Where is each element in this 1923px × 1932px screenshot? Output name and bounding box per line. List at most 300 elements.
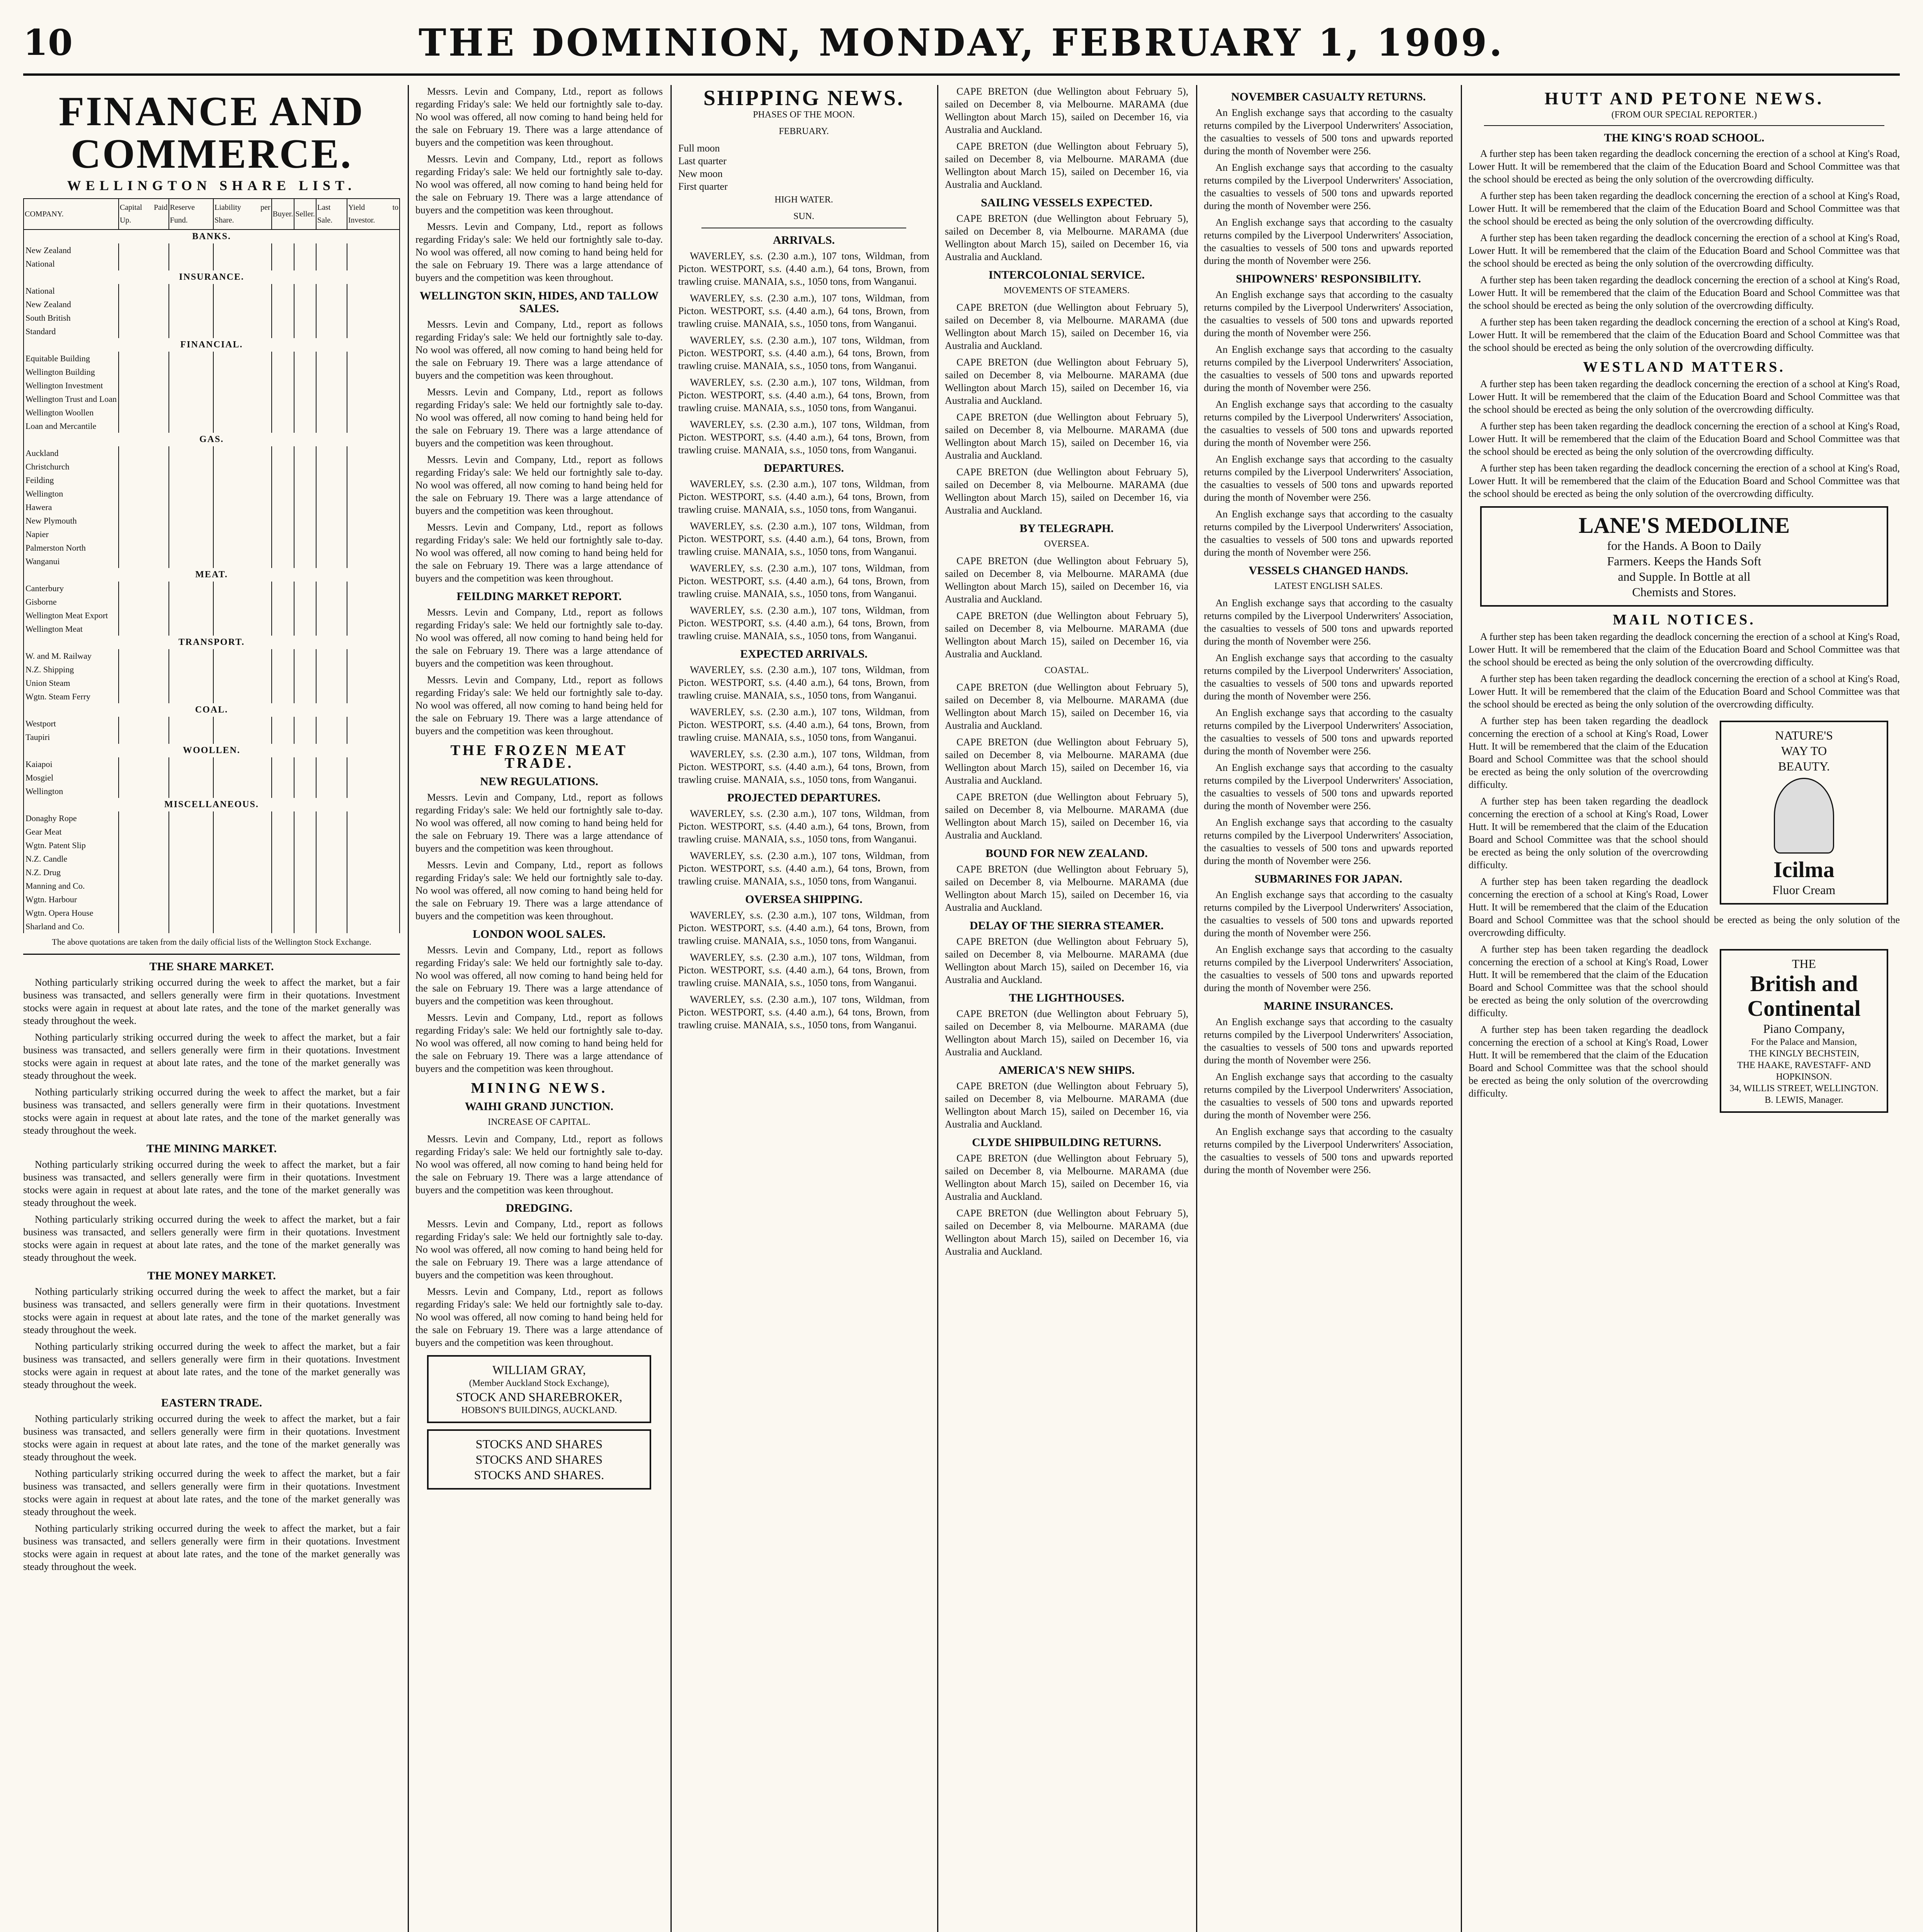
table-cell: [119, 257, 169, 270]
table-cell: [272, 284, 294, 298]
table-cell: [294, 906, 316, 920]
share-list-table: [23, 198, 400, 933]
table-row: [24, 460, 400, 473]
table-cell: [347, 311, 400, 325]
company-name-cell: W. and M. Railway: [24, 649, 119, 663]
table-cell: [119, 717, 169, 730]
article-paragraph: CAPE BRETON (due Wellington about February 5), sailed on December 8, via Melbourne. MARAMA (due Wellington about March 15), sailed on December 16, via Australia and Auckland.: [945, 213, 1188, 262]
article-paragraph: An English exchange says that according to the casualty returns compiled by the Liverpool Underwriters' Association, the casualties to vessels of 500 tons and upwards reported during the month of November were 256.: [1204, 509, 1453, 558]
article-paragraph: A further step has been taken regarding the deadlock concerning the erection of a school at King's Road, Lower Hutt. It will be remembered that the claim of the Education Board and School Committee was that the school should be erected as being the only solution of the overcrowding difficulty.: [1469, 463, 1900, 499]
table-row: [24, 365, 400, 379]
table-cell: [316, 595, 347, 609]
advert-line: For the Palace and Mansion,: [1751, 1037, 1857, 1047]
sub-heading: DREDGING.: [505, 1202, 573, 1214]
advert-line: 34, WILLIS STREET, WELLINGTON.: [1729, 1083, 1879, 1094]
article-paragraph: WAVERLEY, s.s. (2.30 a.m.), 107 tons, Wildman, from Picton. WESTPORT, s.s. (4.40 a.m.), 64 tons, Brown, from trawling cruise. MANAIA, s.s., 1050 tons, from Wanganui.: [678, 335, 929, 371]
table-cell: [119, 879, 169, 893]
article-paragraph: A further step has been taken regarding the deadlock concerning the erection of a school at King's Road, Lower Hutt. It will be remembered that the claim of the Education Board and School Committee was that the school should be erected as being the only solution of the overcrowding difficulty.: [1469, 1024, 1708, 1099]
table-cell: [347, 446, 400, 460]
company-name-cell: South British: [24, 311, 119, 325]
table-cell: [119, 460, 169, 473]
table-cell: [213, 879, 272, 893]
table-cell: [294, 487, 316, 500]
masthead-title: THE DOMINION, MONDAY, FEBRUARY 1, 1909.: [419, 21, 1504, 65]
table-cell: [169, 352, 213, 365]
table-cell: [294, 757, 316, 771]
table-cell: [169, 622, 213, 636]
article-paragraph: Messrs. Levin and Company, Ltd., report as follows regarding Friday's sale: We held our fortnightly sale to-day. No wool was offered, all now coming to hand being held for the sale on February 19. There was a large attendance of buyers and the competition was keen throughout.: [415, 859, 663, 922]
table-cell: [316, 352, 347, 365]
table-cell: [316, 379, 347, 392]
advert-line: HOBSON'S BUILDINGS, AUCKLAND.: [461, 1405, 617, 1415]
table-cell: [169, 811, 213, 825]
table-cell: [294, 866, 316, 879]
article-paragraph: WAVERLEY, s.s. (2.30 a.m.), 107 tons, Wildman, from Picton. WESTPORT, s.s. (4.40 a.m.), 64 tons, Brown, from trawling cruise. MANAIA, s.s., 1050 tons, from Wanganui.: [678, 808, 929, 845]
table-section-row: [24, 636, 400, 649]
table-cell: [347, 784, 400, 798]
table-cell: [213, 920, 272, 933]
table-cell: [347, 419, 400, 433]
table-cell: [213, 649, 272, 663]
sub-heading: THE KING'S ROAD SCHOOL.: [1604, 131, 1765, 144]
table-cell: [294, 473, 316, 487]
article-paragraph: CAPE BRETON (due Wellington about February 5), sailed on December 8, via Melbourne. MARAMA (due Wellington about March 15), sailed on December 16, via Australia and Auckland.: [945, 412, 1188, 461]
table-cell: [272, 446, 294, 460]
table-cell: [272, 298, 294, 311]
company-name-cell: Feilding: [24, 473, 119, 487]
table-cell: [294, 609, 316, 622]
table-cell: [294, 717, 316, 730]
table-cell: [169, 663, 213, 676]
company-name-cell: Taupiri: [24, 730, 119, 744]
article-paragraph: Messrs. Levin and Company, Ltd., report as follows regarding Friday's sale: We held our fortnightly sale to-day. No wool was offered, all now coming to hand being held for the sale on February 19. There was a large attendance of buyers and the competition was keen throughout.: [415, 1218, 663, 1281]
sub-heading: PROJECTED DEPARTURES.: [727, 791, 881, 804]
article-paragraph: An English exchange says that according to the casualty returns compiled by the Liverpool Underwriters' Association, the casualties to vessels of 500 tons and upwards reported during the month of November were 256.: [1204, 344, 1453, 393]
table-cell: [316, 866, 347, 879]
article-paragraph: Nothing particularly striking occurred during the week to affect the market, but a fair business was transacted, and sellers generally were firm in their quotations. Investment stocks were again in request at about late rates, and the tone of the market generally was steady throughout the week.: [23, 1087, 400, 1136]
company-name-cell: N.Z. Drug: [24, 866, 119, 879]
table-row: [24, 852, 400, 866]
article-paragraph: WAVERLEY, s.s. (2.30 a.m.), 107 tons, Wildman, from Picton. WESTPORT, s.s. (4.40 a.m.), 64 tons, Brown, from trawling cruise. MANAIA, s.s., 1050 tons, from Wanganui.: [678, 910, 929, 946]
article-paragraph: Messrs. Levin and Company, Ltd., report as follows regarding Friday's sale: We held our fortnightly sale to-day. No wool was offered, all now coming to hand being held for the sale on February 19. There was a large attendance of buyers and the competition was keen throughout.: [415, 1133, 663, 1196]
table-cell: [119, 419, 169, 433]
table-cell: [169, 365, 213, 379]
table-cell: [169, 311, 213, 325]
table-row: [24, 879, 400, 893]
article-paragraph: Messrs. Levin and Company, Ltd., report as follows regarding Friday's sale: We held our fortnightly sale to-day. No wool was offered, all now coming to hand being held for the sale on February 19. There was a large attendance of buyers and the competition was keen throughout.: [415, 1012, 663, 1074]
sub-heading: BOUND FOR NEW ZEALAND.: [985, 847, 1148, 860]
company-name-cell: Wgtn. Steam Ferry: [24, 690, 119, 703]
article-paragraph: Messrs. Levin and Company, Ltd., report as follows regarding Friday's sale: We held our fortnightly sale to-day. No wool was offered, all now coming to hand being held for the sale on February 19. There was a large attendance of buyers and the competition was keen throughout.: [415, 221, 663, 283]
table-cell: [119, 473, 169, 487]
advert-line: Piano Company,: [1763, 1022, 1845, 1036]
table-cell: [169, 487, 213, 500]
sub-heading: SUN.: [793, 211, 814, 221]
table-cell: [119, 487, 169, 500]
table-cell: [213, 676, 272, 690]
advert-line: THE HAAKE, RAVESTAFF- AND HOPKINSON.: [1737, 1060, 1871, 1082]
article-paragraph: Messrs. Levin and Company, Ltd., report as follows regarding Friday's sale: We held our fortnightly sale to-day. No wool was offered, all now coming to hand being held for the sale on February 19. There was a large attendance of buyers and the competition was keen throughout.: [415, 1286, 663, 1348]
table-cell: [119, 784, 169, 798]
table-cell: [294, 419, 316, 433]
table-cell: [316, 298, 347, 311]
section-label: FINANCIAL.: [24, 338, 400, 352]
table-cell: [272, 866, 294, 879]
table-cell: [169, 730, 213, 744]
table-section-row: [24, 568, 400, 582]
company-name-cell: Wgtn. Harbour: [24, 893, 119, 906]
table-cell: [213, 757, 272, 771]
article-paragraph: Nothing particularly striking occurred during the week to affect the market, but a fair business was transacted, and sellers generally were firm in their quotations. Investment stocks were again in request at about late rates, and the tone of the market generally was steady throughout the week.: [23, 1159, 400, 1208]
table-cell: [119, 609, 169, 622]
table-cell: [119, 920, 169, 933]
sub-heading: EXPECTED ARRIVALS.: [740, 648, 868, 660]
article-paragraph: Messrs. Levin and Company, Ltd., report as follows regarding Friday's sale: We held our fortnightly sale to-day. No wool was offered, all now coming to hand being held for the sale on February 19. There was a large attendance of buyers and the competition was keen throughout.: [415, 86, 663, 148]
article-paragraph: WAVERLEY, s.s. (2.30 a.m.), 107 tons, Wildman, from Picton. WESTPORT, s.s. (4.40 a.m.), 64 tons, Brown, from trawling cruise. MANAIA, s.s., 1050 tons, from Wanganui.: [678, 850, 929, 887]
table-cell: [213, 609, 272, 622]
sub-heading: PHASES OF THE MOON.: [753, 110, 855, 120]
sub-heading: NOVEMBER CASUALTY RETURNS.: [1231, 90, 1426, 103]
article-paragraph: A further step has been taken regarding the deadlock concerning the erection of a school at King's Road, Lower Hutt. It will be remembered that the claim of the Education Board and School Committee was that the school should be erected as being the only solution of the overcrowding difficulty.: [1469, 876, 1900, 938]
table-cell: [169, 757, 213, 771]
table-header: Last Sale.: [316, 199, 347, 230]
sub-heading: NEW REGULATIONS.: [480, 775, 598, 788]
table-cell: [119, 392, 169, 406]
moon-row: New moon: [678, 168, 723, 179]
table-cell: [294, 392, 316, 406]
advert-line: BEAUTY.: [1778, 759, 1830, 773]
table-cell: [316, 365, 347, 379]
table-cell: [316, 609, 347, 622]
table-cell: [294, 893, 316, 906]
table-cell: [119, 757, 169, 771]
table-cell: [169, 893, 213, 906]
table-row: [24, 257, 400, 270]
company-name-cell: Union Steam: [24, 676, 119, 690]
company-name-cell: Christchurch: [24, 460, 119, 473]
table-section-row: [24, 338, 400, 352]
table-row: [24, 298, 400, 311]
article-paragraph: A further step has been taken regarding the deadlock concerning the erection of a school at King's Road, Lower Hutt. It will be remembered that the claim of the Education Board and School Committee was that the school should be erected as being the only solution of the overcrowding difficulty.: [1469, 316, 1900, 353]
table-cell: [169, 771, 213, 784]
section-label: TRANSPORT.: [24, 636, 400, 649]
table-cell: [316, 243, 347, 257]
table-cell: [169, 852, 213, 866]
sub-heading: MAIL NOTICES.: [1613, 612, 1756, 628]
hutt-petone-title: HUTT AND PETONE NEWS.: [1544, 88, 1824, 108]
table-cell: [119, 582, 169, 595]
company-name-cell: Wellington: [24, 784, 119, 798]
table-cell: [119, 325, 169, 338]
article-paragraph: A further step has been taken regarding the deadlock concerning the erection of a school at King's Road, Lower Hutt. It will be remembered that the claim of the Education Board and School Committee was that the school should be erected as being the only solution of the overcrowding difficulty.: [1469, 796, 1708, 871]
table-section-row: [24, 703, 400, 717]
table-cell: [119, 676, 169, 690]
finance-column: [23, 85, 400, 1932]
sub-heading: MARINE INSURANCES.: [1263, 1000, 1394, 1012]
table-cell: [347, 284, 400, 298]
table-cell: [169, 392, 213, 406]
table-cell: [213, 379, 272, 392]
table-cell: [316, 554, 347, 568]
table-row: [24, 352, 400, 365]
sub-heading: THE LIGHTHOUSES.: [1009, 992, 1125, 1004]
article-paragraph: WAVERLEY, s.s. (2.30 a.m.), 107 tons, Wildman, from Picton. WESTPORT, s.s. (4.40 a.m.), 64 tons, Brown, from trawling cruise. MANAIA, s.s., 1050 tons, from Wanganui.: [678, 419, 929, 456]
company-name-cell: Gisborne: [24, 595, 119, 609]
table-cell: [272, 406, 294, 419]
table-cell: [347, 730, 400, 744]
table-row: [24, 595, 400, 609]
table-cell: [294, 582, 316, 595]
table-cell: [119, 595, 169, 609]
article-paragraph: CAPE BRETON (due Wellington about February 5), sailed on December 8, via Melbourne. MARAMA (due Wellington about March 15), sailed on December 16, via Australia and Auckland.: [945, 1008, 1188, 1058]
table-section-row: [24, 433, 400, 446]
advert-line: Icilma: [1773, 857, 1835, 882]
table-cell: [213, 446, 272, 460]
table-cell: [316, 473, 347, 487]
table-cell: [272, 852, 294, 866]
table-cell: [119, 379, 169, 392]
company-name-cell: Wellington Meat: [24, 622, 119, 636]
table-header: Liability per Share.: [213, 199, 272, 230]
company-name-cell: Gear Meat: [24, 825, 119, 838]
company-name-cell: N.Z. Shipping: [24, 663, 119, 676]
table-cell: [294, 365, 316, 379]
hutt-petone-column: [1469, 85, 1900, 1932]
table-cell: [272, 893, 294, 906]
article-paragraph: Messrs. Levin and Company, Ltd., report as follows regarding Friday's sale: We held our fortnightly sale to-day. No wool was offered, all now coming to hand being held for the sale on February 19. There was a large attendance of buyers and the competition was keen throughout.: [415, 792, 663, 854]
sub-heading: WELLINGTON SKIN, HIDES, AND TALLOW SALES.: [419, 289, 659, 315]
article-paragraph: Nothing particularly striking occurred during the week to affect the market, but a fair business was transacted, and sellers generally were firm in their quotations. Investment stocks were again in request at about late rates, and the tone of the market generally was steady throughout the week.: [23, 1413, 400, 1463]
table-cell: [119, 284, 169, 298]
sharebroker-advert: [427, 1355, 651, 1423]
hutt-petone-subtitle: (FROM OUR SPECIAL REPORTER.): [1611, 110, 1757, 120]
company-name-cell: Mosgiel: [24, 771, 119, 784]
company-name-cell: Sharland and Co.: [24, 920, 119, 933]
table-cell: [272, 906, 294, 920]
advert-line: B. LEWIS, Manager.: [1765, 1095, 1843, 1105]
page-number: 10: [23, 22, 73, 63]
table-cell: [294, 379, 316, 392]
company-name-cell: Napier: [24, 527, 119, 541]
table-cell: [294, 649, 316, 663]
article-paragraph: CAPE BRETON (due Wellington about February 5), sailed on December 8, via Melbourne. MARAMA (due Wellington about March 15), sailed on December 16, via Australia and Auckland.: [945, 302, 1188, 351]
table-cell: [213, 730, 272, 744]
table-cell: [213, 717, 272, 730]
table-cell: [213, 663, 272, 676]
article-paragraph: An English exchange says that according to the casualty returns compiled by the Liverpool Underwriters' Association, the casualties to vessels of 500 tons and upwards reported during the month of November were 256.: [1204, 454, 1453, 503]
table-cell: [316, 406, 347, 419]
table-cell: [316, 838, 347, 852]
article-paragraph: Messrs. Levin and Company, Ltd., report as follows regarding Friday's sale: We held our fortnightly sale to-day. No wool was offered, all now coming to hand being held for the sale on February 19. There was a large attendance of buyers and the competition was keen throughout.: [415, 944, 663, 1007]
table-cell: [169, 676, 213, 690]
column-divider: [670, 85, 672, 1932]
column-divider: [408, 85, 409, 1932]
table-cell: [119, 541, 169, 554]
table-cell: [347, 514, 400, 527]
sub-heading: DELAY OF THE SIERRA STEAMER.: [969, 919, 1164, 932]
table-cell: [169, 379, 213, 392]
masthead-bar: [23, 19, 1900, 70]
sub-heading: HIGH WATER.: [774, 195, 833, 205]
table-cell: [347, 582, 400, 595]
table-section-row: [24, 798, 400, 811]
table-cell: [169, 419, 213, 433]
table-cell: [169, 446, 213, 460]
table-cell: [213, 825, 272, 838]
table-cell: [347, 663, 400, 676]
table-cell: [272, 487, 294, 500]
table-cell: [213, 487, 272, 500]
table-cell: [316, 771, 347, 784]
article-paragraph: Nothing particularly striking occurred during the week to affect the market, but a fair business was transacted, and sellers generally were firm in their quotations. Investment stocks were again in request at about late rates, and the tone of the market generally was steady throughout the week.: [23, 1468, 400, 1517]
article-paragraph: CAPE BRETON (due Wellington about February 5), sailed on December 8, via Melbourne. MARAMA (due Wellington about March 15), sailed on December 16, via Australia and Auckland.: [945, 682, 1188, 731]
table-cell: [169, 649, 213, 663]
article-paragraph: Messrs. Levin and Company, Ltd., report as follows regarding Friday's sale: We held our fortnightly sale to-day. No wool was offered, all now coming to hand being held for the sale on February 19. There was a large attendance of buyers and the competition was keen throughout.: [415, 522, 663, 584]
table-cell: [119, 554, 169, 568]
table-cell: [316, 825, 347, 838]
shipping-title: SHIPPING NEWS.: [703, 86, 904, 110]
table-cell: [294, 730, 316, 744]
table-cell: [213, 243, 272, 257]
table-cell: [294, 460, 316, 473]
table-cell: [119, 527, 169, 541]
table-cell: [213, 527, 272, 541]
table-row: [24, 757, 400, 771]
table-row: [24, 514, 400, 527]
table-cell: [316, 527, 347, 541]
table-cell: [119, 514, 169, 527]
table-cell: [294, 784, 316, 798]
section-rule: [1484, 125, 1884, 126]
table-cell: [169, 243, 213, 257]
table-cell: [272, 676, 294, 690]
sub-heading: EASTERN TRADE.: [161, 1396, 262, 1409]
company-name-cell: Westport: [24, 717, 119, 730]
table-cell: [294, 500, 316, 514]
article-paragraph: An English exchange says that according to the casualty returns compiled by the Liverpool Underwriters' Association, the casualties to vessels of 500 tons and upwards reported during the month of November were 256.: [1204, 889, 1453, 939]
table-cell: [316, 649, 347, 663]
table-cell: [347, 690, 400, 703]
table-cell: [272, 609, 294, 622]
table-cell: [169, 582, 213, 595]
table-cell: [347, 473, 400, 487]
article-paragraph: An English exchange says that according to the casualty returns compiled by the Liverpool Underwriters' Association, the casualties to vessels of 500 tons and upwards reported during the month of November were 256.: [1204, 1126, 1453, 1175]
article-paragraph: An English exchange says that according to the casualty returns compiled by the Liverpool Underwriters' Association, the casualties to vessels of 500 tons and upwards reported during the month of November were 256.: [1204, 217, 1453, 266]
table-cell: [347, 527, 400, 541]
article-paragraph: Messrs. Levin and Company, Ltd., report as follows regarding Friday's sale: We held our fortnightly sale to-day. No wool was offered, all now coming to hand being held for the sale on February 19. There was a large attendance of buyers and the competition was keen throughout.: [415, 386, 663, 449]
sub-heading: SAILING VESSELS EXPECTED.: [981, 196, 1152, 209]
table-row: [24, 406, 400, 419]
article-paragraph: Nothing particularly striking occurred during the week to affect the market, but a fair business was transacted, and sellers generally were firm in their quotations. Investment stocks were again in request at about late rates, and the tone of the market generally was steady throughout the week.: [23, 1341, 400, 1390]
table-cell: [294, 284, 316, 298]
table-cell: [213, 514, 272, 527]
table-cell: [169, 784, 213, 798]
table-cell: [213, 392, 272, 406]
table-cell: [316, 284, 347, 298]
table-cell: [316, 920, 347, 933]
table-cell: [272, 554, 294, 568]
table-cell: [294, 257, 316, 270]
table-cell: [272, 825, 294, 838]
company-name-cell: National: [24, 284, 119, 298]
table-cell: [272, 879, 294, 893]
article-paragraph: An English exchange says that according to the casualty returns compiled by the Liverpool Underwriters' Association, the casualties to vessels of 500 tons and upwards reported during the month of November were 256.: [1204, 399, 1453, 448]
article-paragraph: Nothing particularly striking occurred during the week to affect the market, but a fair business was transacted, and sellers generally were firm in their quotations. Investment stocks were again in request at about late rates, and the tone of the market generally was steady throughout the week.: [23, 977, 400, 1026]
table-cell: [294, 920, 316, 933]
article-paragraph: WAVERLEY, s.s. (2.30 a.m.), 107 tons, Wildman, from Picton. WESTPORT, s.s. (4.40 a.m.), 64 tons, Brown, from trawling cruise. MANAIA, s.s., 1050 tons, from Wanganui.: [678, 748, 929, 785]
table-cell: [169, 920, 213, 933]
table-cell: [316, 392, 347, 406]
table-row: [24, 446, 400, 460]
table-row: [24, 838, 400, 852]
table-cell: [294, 838, 316, 852]
table-cell: [316, 852, 347, 866]
table-cell: [347, 487, 400, 500]
table-cell: [316, 811, 347, 825]
table-cell: [169, 500, 213, 514]
finance-title: FINANCE AND COMMERCE.: [58, 88, 365, 177]
table-cell: [213, 811, 272, 825]
article-paragraph: A further step has been taken regarding the deadlock concerning the erection of a school at King's Road, Lower Hutt. It will be remembered that the claim of the Education Board and School Committee was that the school should be erected as being the only solution of the overcrowding difficulty.: [1469, 378, 1900, 415]
sub-heading: VESSELS CHANGED HANDS.: [1249, 564, 1408, 577]
article-paragraph: CAPE BRETON (due Wellington about February 5), sailed on December 8, via Melbourne. MARAMA (due Wellington about March 15), sailed on December 16, via Australia and Auckland.: [945, 791, 1188, 841]
table-cell: [169, 527, 213, 541]
table-cell: [347, 825, 400, 838]
company-name-cell: Wgtn. Opera House: [24, 906, 119, 920]
table-cell: [169, 554, 213, 568]
article-paragraph: CAPE BRETON (due Wellington about February 5), sailed on December 8, via Melbourne. MARAMA (due Wellington about March 15), sailed on December 16, via Australia and Auckland.: [945, 1080, 1188, 1130]
table-header: COMPANY.: [24, 199, 119, 230]
table-cell: [272, 649, 294, 663]
table-cell: [347, 365, 400, 379]
article-paragraph: CAPE BRETON (due Wellington about February 5), sailed on December 8, via Melbourne. MARAMA (due Wellington about March 15), sailed on December 16, via Australia and Auckland.: [945, 1153, 1188, 1202]
company-name-cell: Loan and Mercantile: [24, 419, 119, 433]
article-paragraph: Messrs. Levin and Company, Ltd., report as follows regarding Friday's sale: We held our fortnightly sale to-day. No wool was offered, all now coming to hand being held for the sale on February 19. There was a large attendance of buyers and the competition was keen throughout.: [415, 319, 663, 381]
table-cell: [169, 257, 213, 270]
table-cell: [316, 622, 347, 636]
company-name-cell: Wellington Woollen: [24, 406, 119, 419]
table-header: Yield to Investor.: [347, 199, 400, 230]
article-paragraph: Nothing particularly striking occurred during the week to affect the market, but a fair business was transacted, and sellers generally were firm in their quotations. Investment stocks were again in request at about late rates, and the tone of the market generally was steady throughout the week.: [23, 1523, 400, 1572]
table-row: [24, 582, 400, 595]
table-cell: [294, 690, 316, 703]
table-cell: [119, 811, 169, 825]
table-cell: [272, 243, 294, 257]
table-cell: [294, 446, 316, 460]
table-cell: [316, 784, 347, 798]
share-list-subtitle: WELLINGTON SHARE LIST.: [67, 178, 356, 193]
share-list-note: The above quotations are taken from the daily official lists of the Wellington Stock Exchange.: [52, 937, 371, 947]
sub-heading: WESTLAND MATTERS.: [1583, 359, 1785, 375]
table-cell: [213, 690, 272, 703]
article-paragraph: WAVERLEY, s.s. (2.30 a.m.), 107 tons, Wildman, from Picton. WESTPORT, s.s. (4.40 a.m.), 64 tons, Brown, from trawling cruise. MANAIA, s.s., 1050 tons, from Wanganui.: [678, 994, 929, 1031]
table-cell: [119, 838, 169, 852]
article-paragraph: CAPE BRETON (due Wellington about February 5), sailed on December 8, via Melbourne. MARAMA (due Wellington about March 15), sailed on December 16, via Australia and Auckland.: [945, 466, 1188, 516]
table-cell: [169, 906, 213, 920]
table-cell: [316, 582, 347, 595]
table-cell: [316, 690, 347, 703]
company-name-cell: Wgtn. Patent Slip: [24, 838, 119, 852]
section-label: MISCELLANEOUS.: [24, 798, 400, 811]
table-cell: [169, 541, 213, 554]
article-paragraph: Messrs. Levin and Company, Ltd., report as follows regarding Friday's sale: We held our fortnightly sale to-day. No wool was offered, all now coming to hand being held for the sale on February 19. There was a large attendance of buyers and the competition was keen throughout.: [415, 454, 663, 516]
sub-heading: AMERICA'S NEW SHIPS.: [998, 1064, 1135, 1077]
table-cell: [119, 311, 169, 325]
article-paragraph: Messrs. Levin and Company, Ltd., report as follows regarding Friday's sale: We held our fortnightly sale to-day. No wool was offered, all now coming to hand being held for the sale on February 19. There was a large attendance of buyers and the competition was keen throughout.: [415, 674, 663, 736]
article-paragraph: CAPE BRETON (due Wellington about February 5), sailed on December 8, via Melbourne. MARAMA (due Wellington about March 15), sailed on December 16, via Australia and Auckland.: [945, 864, 1188, 913]
article-paragraph: A further step has been taken regarding the deadlock concerning the erection of a school at King's Road, Lower Hutt. It will be remembered that the claim of the Education Board and School Committee was that the school should be erected as being the only solution of the overcrowding difficulty.: [1469, 673, 1900, 710]
section-label: WOOLLEN.: [24, 744, 400, 757]
